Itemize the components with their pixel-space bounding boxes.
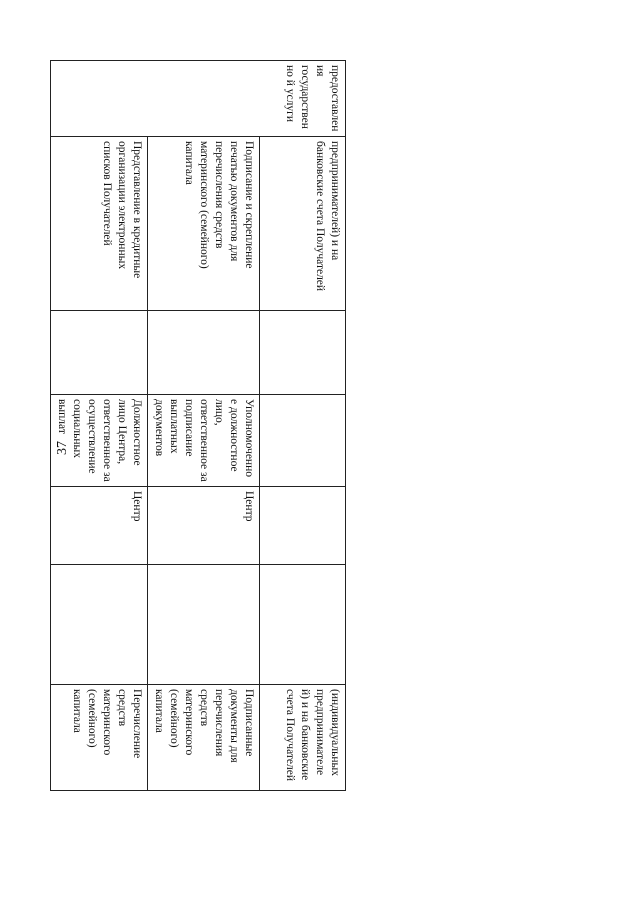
- table-cell: [148, 395, 260, 487]
- table-cell: [260, 565, 346, 685]
- table-cell: [51, 137, 148, 311]
- cell-text: Подписание и скрепление печатью документов для перечисления средств материнского (семейного) капитала: [183, 141, 255, 269]
- table-cell: [51, 487, 148, 565]
- table-cell: [260, 395, 346, 487]
- cell-text: Представление в кредитные организации электронных списков Получателей: [101, 141, 143, 279]
- table-cell: [148, 565, 260, 685]
- table-cell: [148, 685, 260, 791]
- table-cell: [148, 487, 260, 565]
- procedure-table: [50, 60, 346, 791]
- table-cell: [148, 137, 260, 311]
- cell-text: (индивидуальных предпринимателе й) и на банковские счета Получателей: [284, 689, 341, 782]
- cell-text: Уполномоченно е должностное лицо, ответственное за подписание выплатных документов: [153, 399, 255, 482]
- cell-text: Подписанные документы для перечисления средств материнского (семейного) капитала: [153, 689, 255, 763]
- table-cell: [260, 311, 346, 395]
- cell-text: предоставления государственно й услуги: [284, 65, 341, 132]
- cell-text: Центр: [243, 491, 255, 522]
- cell-text: Должностное лицо Центра, ответственное за осуществление социальных выплат: [56, 399, 143, 482]
- table-cell: [51, 395, 148, 487]
- table-row: [148, 61, 260, 791]
- page-number: 37: [55, 441, 70, 455]
- table-cell: [260, 685, 346, 791]
- table-cell: [51, 685, 148, 791]
- table-cell: [51, 565, 148, 685]
- table-cell: [51, 311, 148, 395]
- table-row: [260, 61, 346, 791]
- cell-text: предпринимателей) и на банковские счета Получателей: [314, 141, 341, 292]
- cell-text: Центр: [131, 491, 143, 522]
- table-cell: [260, 137, 346, 311]
- table-cell: [51, 61, 346, 137]
- table-cell: [260, 487, 346, 565]
- cell-text: Перечисление средств материнского (семейного) капитала: [71, 689, 143, 759]
- table-cell: [148, 311, 260, 395]
- table-row: [51, 61, 148, 791]
